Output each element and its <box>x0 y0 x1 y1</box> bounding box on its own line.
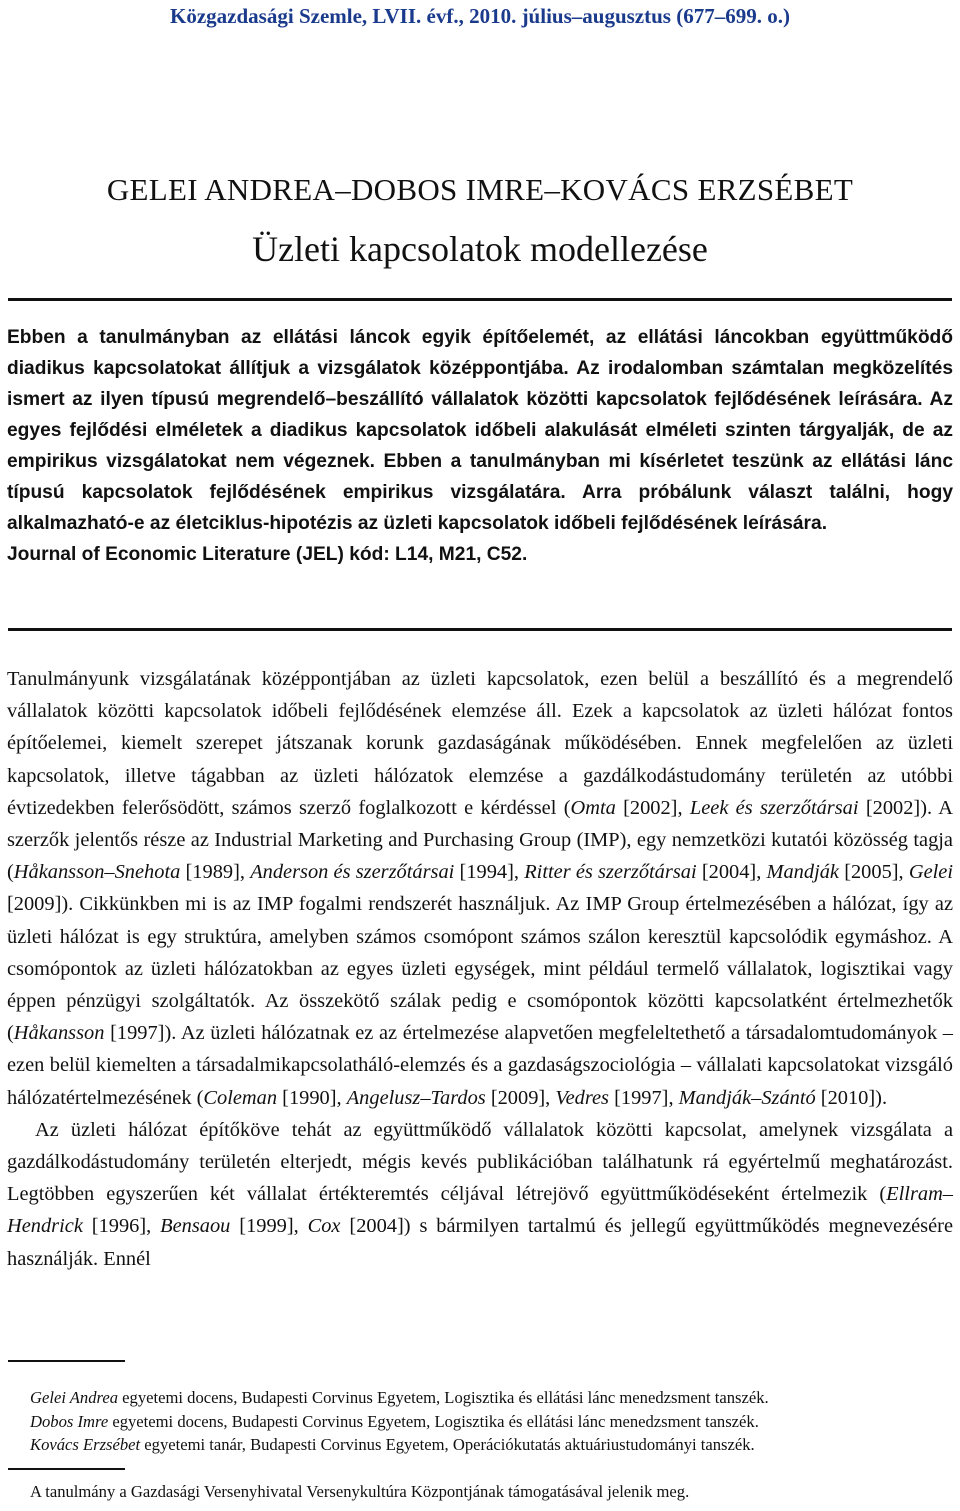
text-run: [2002], <box>615 796 690 819</box>
citation: Vedres <box>555 1086 609 1109</box>
text-run: Az üzleti hálózat építőköve tehát az együttműködő vállalatok közötti kapcsolat, amelynek vizsgálata a gazdálkodástudomány területén elterjedt, mégis kevés publikációban találhatunk rá egyértelmű meghatározást. Legtöbben egyszerűen két vállalat értékteremtés céljával létrejövő együttműködéseként értelmezik ( <box>7 1118 953 1206</box>
text-run: [2009]). Cikkünkben mi is az IMP fogalmi rendszerét használjuk. Az IMP Group értelmezésében a hálózat, így az üzleti hálózat is egy struktúra, amelyben számos csomópont számos szálon keresztül kapcsolódik egymáshoz. A csomópontok az üzleti hálózatokban az egyes üzleti egységek, mint például termelő vállalatok, logisztikai vagy éppen pénzügyi szolgáltatók. Az összekötő szálak pedig e csomópontok közötti kapcsolatként értelmezhetők ( <box>7 893 953 1045</box>
abstract-text: Ebben a tanulmányban az ellátási láncok egyik építőelemét, az ellátási láncokban együttműködő diadikus kapcsolatokat állítjuk a vizsgálatok középpontjába. Az irodalomban számtalan megközelítés ismert az ilyen típusú megrendelő–beszállító vállalatok közötti kapcsolatok fejlődésének leírására. Az egyes fejlődési elméletek a diadikus kapcsolatok időbeli alakulását elméleti szinten tárgyalják, de az empirikus vizsgálatokat nem végeznek. Ebben a tanulmányban mi kísérletet teszünk az ellátási lánc típusú kapcsolatok fejlődésének empirikus vizsgálatára. Arra próbálunk választ találni, hogy alkalmazható-e az életciklus-hipotézis az üzleti kapcsolatok időbeli fejlődésének leírására. <box>7 327 953 534</box>
citation: Mandják–Szántó <box>678 1086 816 1109</box>
jel-codes: Journal of Economic Literature (JEL) kód: L14, M21, C52. <box>7 544 528 565</box>
citation: Mandják <box>766 861 839 884</box>
text-run: [2010]). <box>815 1086 888 1109</box>
citation: Omta <box>570 796 616 819</box>
text-run: Tanulmányunk vizsgálatának középpontjában az üzleti kapcsolatok, ezen belül a beszállító és a megrendelő vállalatok közötti kapcsolatok időbeli fejlődésének elemzése áll. Ezek a kapcsolatok az üzleti hálózat fontos építőelemei, kiemelt szerepet játszanak korunk gazdaságának működésében. Ennek megfelelően az üzleti kapcsolatok, illetve tágabban az üzleti hálózatok elemzése a gazdálkodástudomány területén az utóbbi évtizedekben felerősödött, számos szerző foglalkozott e kérdéssel ( <box>7 668 953 819</box>
citation: Leek és szerzőtársai <box>689 796 859 819</box>
citation: Coleman <box>203 1086 278 1109</box>
text-run: [2004], <box>696 861 767 884</box>
footnote <box>30 1410 954 1434</box>
footnote-author: Dobos Imre <box>30 1411 109 1431</box>
paragraph-1 <box>7 663 953 1114</box>
text-run: [1989], <box>180 861 251 884</box>
footnote-author: Gelei Andrea <box>30 1388 119 1407</box>
citation: Håkansson–Snehota <box>13 861 181 884</box>
citation: Ritter és szerzőtársai <box>524 861 697 884</box>
author-footnotes <box>30 1386 954 1457</box>
text-run: [1997], <box>608 1086 679 1109</box>
footnote-author: Kovács Erzsébet <box>30 1435 141 1454</box>
abstract-rule <box>8 628 952 631</box>
paragraph-2 <box>7 1114 953 1275</box>
footnote-text: egyetemi tanár, Budapesti Corvinus Egyetem, Operációkutatás aktuáriustudományi tanszék. <box>140 1435 755 1454</box>
journal-header: Közgazdasági Szemle, LVII. évf., 2010. július–augusztus (677–699. o.) <box>170 4 790 28</box>
funding-note: A tanulmány a Gazdasági Versenyhivatal Versenykultúra Központjának támogatásával jelenik meg. <box>30 1482 690 1501</box>
footnote-text: egyetemi docens, Budapesti Corvinus Egyetem, Logisztika és ellátási lánc menedzsment tanszék. <box>108 1411 759 1431</box>
body-text <box>7 663 953 1275</box>
text-run: [1997]). Az üzleti hálózatnak ez az értelmezése alapvetően megfeleltethető a társadalomtudományok – ezen belül kiemelten a társadalmikapcsolatháló-elemzés és a gazdaságszociológia – vállalati kapcsolatokat vizsgáló hálózatértelmezésének ( <box>7 1022 953 1109</box>
text-run: [2009], <box>485 1086 556 1109</box>
text-run: [1996], <box>82 1215 161 1238</box>
text-run: [1994], <box>454 861 525 884</box>
text-run: [1999], <box>230 1215 308 1238</box>
citation: Anderson és szerzőtársai <box>250 861 455 884</box>
citation: Angelusz–Tardos <box>346 1086 486 1109</box>
text-run: [2004]) s bármilyen tartalmú és jellegű együttműködés megnevezésére használják. Ennél <box>7 1215 953 1270</box>
text-run: [1990], <box>277 1086 347 1109</box>
footnote-text: egyetemi docens, Budapesti Corvinus Egyetem, Logisztika és ellátási lánc menedzsment tanszék. <box>118 1388 769 1407</box>
top-rule <box>8 298 952 301</box>
citation: Håkansson <box>13 1022 105 1045</box>
abstract <box>7 322 953 570</box>
citation: Gelei <box>908 861 954 884</box>
footnote-rule <box>8 1360 125 1362</box>
article-title: Üzleti kapcsolatok modellezése <box>252 229 708 269</box>
funding-rule <box>8 1468 125 1470</box>
footnote <box>30 1433 954 1457</box>
citation: Ellram–Hendrick <box>7 1183 953 1238</box>
citation: Cox <box>307 1215 341 1238</box>
citation: Bensaou <box>160 1215 231 1238</box>
text-run: [2005], <box>838 861 909 884</box>
article-authors: GELEI ANDREA–DOBOS IMRE–KOVÁCS ERZSÉBET <box>106 172 854 207</box>
text-run: [2002]). A szerzők jelentős része az Industrial Marketing and Purchasing Group (IMP), egy nemzetközi kutatói közösség tagja ( <box>7 796 953 884</box>
footnote <box>30 1386 954 1410</box>
